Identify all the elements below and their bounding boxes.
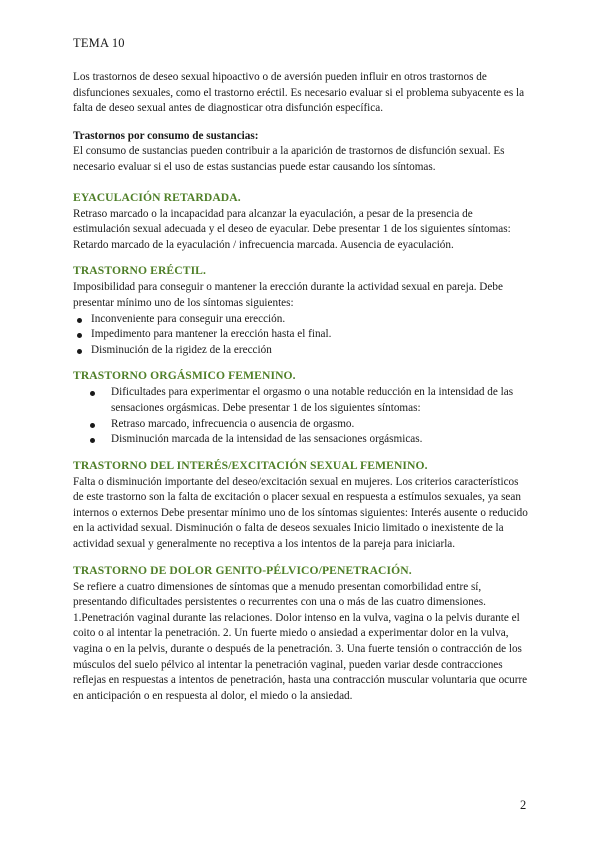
substances-block [73,129,531,176]
section-heading-eyaculacion: EYACULACIÓN RETARDADA. [73,190,241,204]
section-dolor [73,562,531,705]
page-number: 2 [520,798,527,812]
section-heading-interes: TRASTORNO DEL INTERÉS/EXCITACIÓN SEXUAL FEMENINO. [73,458,428,472]
orgasmico-symptom-list [73,385,531,447]
section-interes [73,457,531,553]
erectil-symptom-list [73,312,531,359]
section-text-eyaculacion: Retraso marcado o la incapacidad para alcanzar la eyaculación, a pesar de la presencia de estimulación sexual adecuada y el deseo de eyacular. Debe presentar 1 de los siguientes síntomas: Retardo marcado de la eyaculación / infrecuencia marcada. Ausencia de eyaculación. [73,207,511,251]
list-item: Disminución de la rigidez de la erección [73,343,531,359]
list-item: Disminución marcada de la intensidad de las sensaciones orgásmicas. [73,432,531,448]
section-erectil [73,262,531,358]
section-heading-erectil: TRASTORNO ERÉCTIL. [73,264,207,278]
section-text-erectil: Imposibilidad para conseguir o mantener la erección durante la actividad sexual en pareja. Debe presentar mínimo uno de los síntomas siguientes: [73,281,503,309]
section-heading-orgasmico: TRASTORNO ORGÁSMICO FEMENINO. [73,369,296,383]
section-orgasmico [73,367,531,447]
list-item: Impedimento para mantener la erección hasta el final. [73,327,531,343]
intro-paragraph: Los trastornos de deseo sexual hipoactivo o de aversión pueden influir en otros trastornos de disfunciones sexuales, como el trastorno eréctil. Es necesario evaluar si el problema subyacente es la falta de deseo sexual antes de diagnosticar otra disfunción específica. [73,71,525,115]
page-header-title: TEMA 10 [73,36,125,50]
section-eyaculacion [73,189,531,254]
list-item: Inconveniente para conseguir una erección. [73,312,531,328]
section-text-dolor: Se refiere a cuatro dimensiones de síntomas que a menudo presentan comorbilidad entre sí, presentando dificultades persistentes o recurrentes con una o más de las cuatro dimensiones. 1.Penetración vaginal durante las relaciones. Dolor intenso en la vulva, vagina o la pelvis durante el coito o al intentar la penetración. 2. Un fuerte miedo o ansiedad a experimentar dolor en la vulva, vagina o en la pelvis, durante o después de la penetración. 3. Una fuerte tensión o contracción de los músculos del suelo pélvico al intentar la penetración vaginal, pueden variar desde contracciones reflejas en respuestas a intentos de penetración, hasta una contracción muscular voluntaria que ocurre en anticipación o en respuesta al dolor, el miedo o la ansiedad. [73,580,528,702]
list-item: Dificultades para experimentar el orgasmo o una notable reducción en la intensidad de las sensaciones orgásmicas. Debe presentar 1 de los siguientes síntomas: [73,385,531,416]
document-body [73,70,531,713]
substances-title: Trastornos por consumo de sustancias: [73,129,259,142]
substances-text: El consumo de sustancias pueden contribuir a la aparición de trastornos de disfunción sexual. Es necesario evaluar si el uso de estas sustancias puede estar causando los síntomas. [73,145,505,173]
section-text-interes: Falta o disminución importante del deseo/excitación sexual en mujeres. Los criterios característicos de este trastorno son la falta de excitación o placer sexual en respuesta a estímulos sexuales, ya sean internos o externos Debe presentar mínimo uno de los síntomas siguientes: Interés ausente o reducido en la actividad sexual. Disminución o falta de deseos sexuales Inicio limitado o inexistente de la actividad sexual y generalmente no receptiva a los intentos de la pareja para iniciarla. [73,475,528,551]
list-item: Retraso marcado, infrecuencia o ausencia de orgasmo. [73,417,531,433]
section-heading-dolor: TRASTORNO DE DOLOR GENITO-PÉLVICO/PENETRACIÓN. [73,563,412,577]
